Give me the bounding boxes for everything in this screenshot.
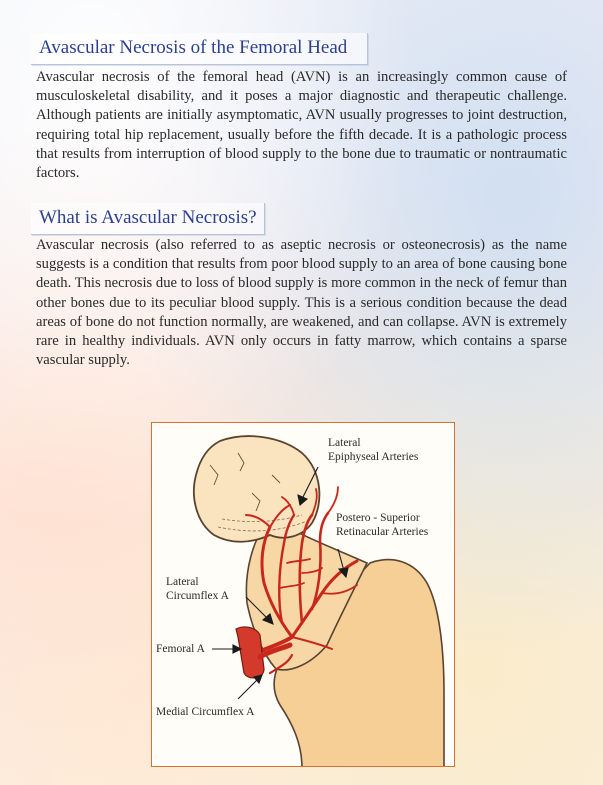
femoral-artery	[236, 627, 264, 678]
label-lateral-circumflex	[166, 575, 229, 603]
section-heading-box	[31, 33, 368, 65]
femoral-head	[194, 436, 320, 542]
section-title: Avascular Necrosis of the Femoral Head	[39, 37, 348, 58]
label-medial-circumflex: Medial Circumflex A	[156, 706, 255, 718]
label-line: Retinacular Arteries	[336, 526, 429, 538]
label-femoral-artery: Femoral A	[156, 643, 205, 655]
label-lateral-epiphyseal	[328, 436, 418, 464]
definition-paragraph: Avascular necrosis (also referred to as aseptic necrosis or osteonecrosis) as the name suggests is a condition that results from poor blood supply to an area of bone causing bone death. This necrosis due to loss of blood supply is more common in the neck of femur than other bones due to its peculiar blood supply. This is a serious condition because the dead areas of bone do not function normally, are weakened, and can collapse. AVN is extremely rare in healthy individuals. AVN only occurs in fatty marrow, which contains a sparse vascular supply.	[36, 237, 567, 369]
intro-paragraph: Avascular necrosis of the femoral head (AVN) is an increasingly common cause of musculoskeletal disability, and it poses a major diagnostic and therapeutic challenge. Although patients are initially asymptomatic, AVN usually progresses to joint destruction, requiring total hip replacement, usually before the fifth decade. It is a pathologic process that results from interruption of blood supply to the bone due to traumatic or nontraumatic factors.	[36, 69, 567, 182]
section-title: What is Avascular Necrosis?	[39, 207, 257, 228]
label-postero-superior	[336, 511, 428, 539]
label-line: Lateral	[166, 576, 199, 588]
label-line: Postero - Superior	[336, 512, 420, 524]
label-line: Circumflex A	[166, 590, 229, 602]
section-heading-box	[31, 203, 265, 235]
femoral-head-blood-supply-figure	[151, 422, 455, 767]
label-line: Lateral	[328, 437, 361, 449]
label-line: Epiphyseal Arteries	[328, 451, 419, 463]
